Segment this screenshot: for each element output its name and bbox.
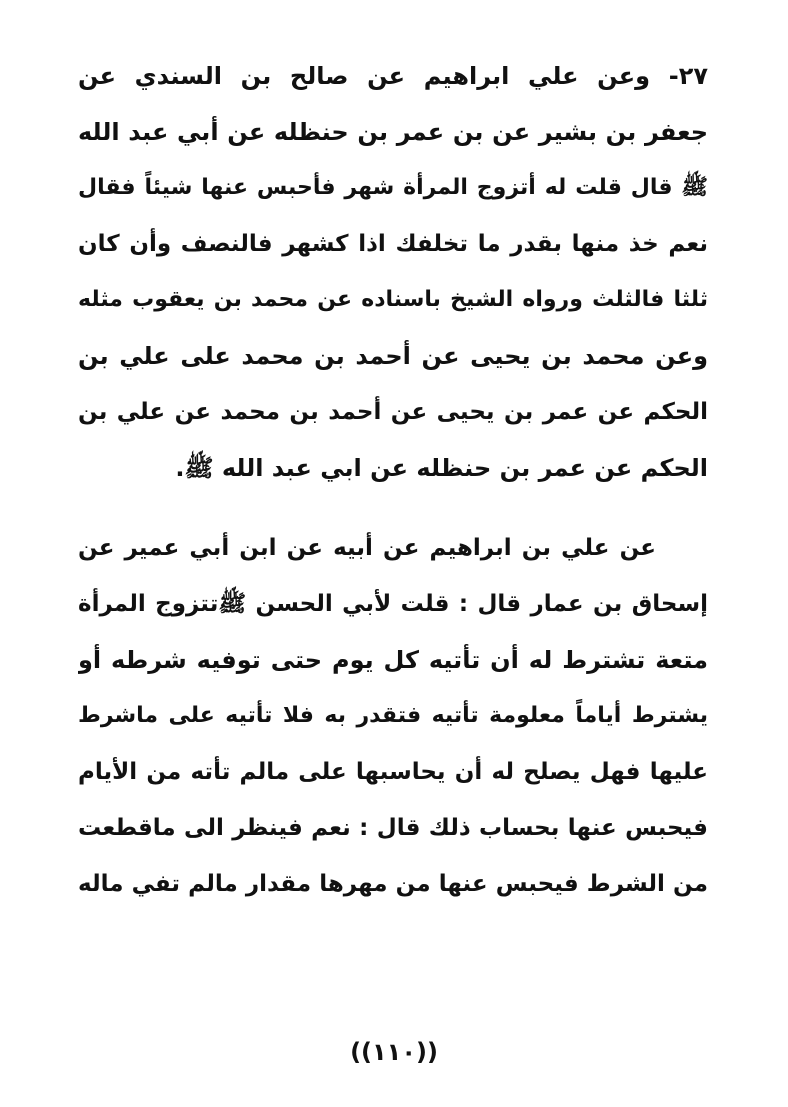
text-line: عن علي بن ابراهيم عن أبيه عن ابن أبي عمير عن — [78, 535, 656, 561]
paragraph-1 — [78, 48, 708, 496]
text-line: متعة تشترط له أن تأتيه كل يوم حتى توفيه شرطه أو — [78, 646, 708, 674]
text-line: عليها فهل يصلح له أن يحاسبها على مالم تأته من الأيام — [78, 759, 708, 785]
text-line: ثلثا فالثلث ورواه الشيخ باسناده عن محمد بن يعقوب مثله — [78, 287, 708, 312]
text-line: جعفر بن بشير عن بن عمر بن حنظله عن أبي عبد الله — [78, 118, 708, 146]
text-line: ﷺ قال قلت له أتزوج المرأة شهر فأحبس عنها شيئاً فقال — [78, 175, 708, 200]
text-line: يشترط أياماً معلومة تأتيه فتقدر به فلا تأتيه على ماشرط — [78, 703, 708, 728]
text-line: وعن محمد بن يحيى عن أحمد بن محمد على علي بن — [78, 342, 708, 370]
text-line: نعم خذ منها بقدر ما تخلفك اذا كشهر فالنصف وأن كان — [78, 231, 708, 257]
text-line: الحكم عن عمر بن حنظله عن ابي عبد الله ﷺ. — [175, 454, 708, 482]
text-line: من الشرط فيحبس عنها من مهرها مقدار مالم تفي ماله — [78, 871, 708, 897]
text-line: الحكم عن عمر بن يحيى عن أحمد بن محمد عن علي بن — [78, 399, 708, 425]
paragraph-2 — [78, 520, 708, 912]
page-number: ((١١٠)) — [350, 1038, 438, 1066]
text-line: فيحبس عنها بحساب ذلك قال : نعم فينظر الى ماقطعت — [78, 815, 708, 841]
text-line: ٢٧- وعن علي ابراهيم عن صالح بن السندي عن — [78, 62, 708, 90]
text-line: إسحاق بن عمار قال : قلت لأبي الحسن ﷺتتزوج المرأة — [78, 591, 708, 617]
